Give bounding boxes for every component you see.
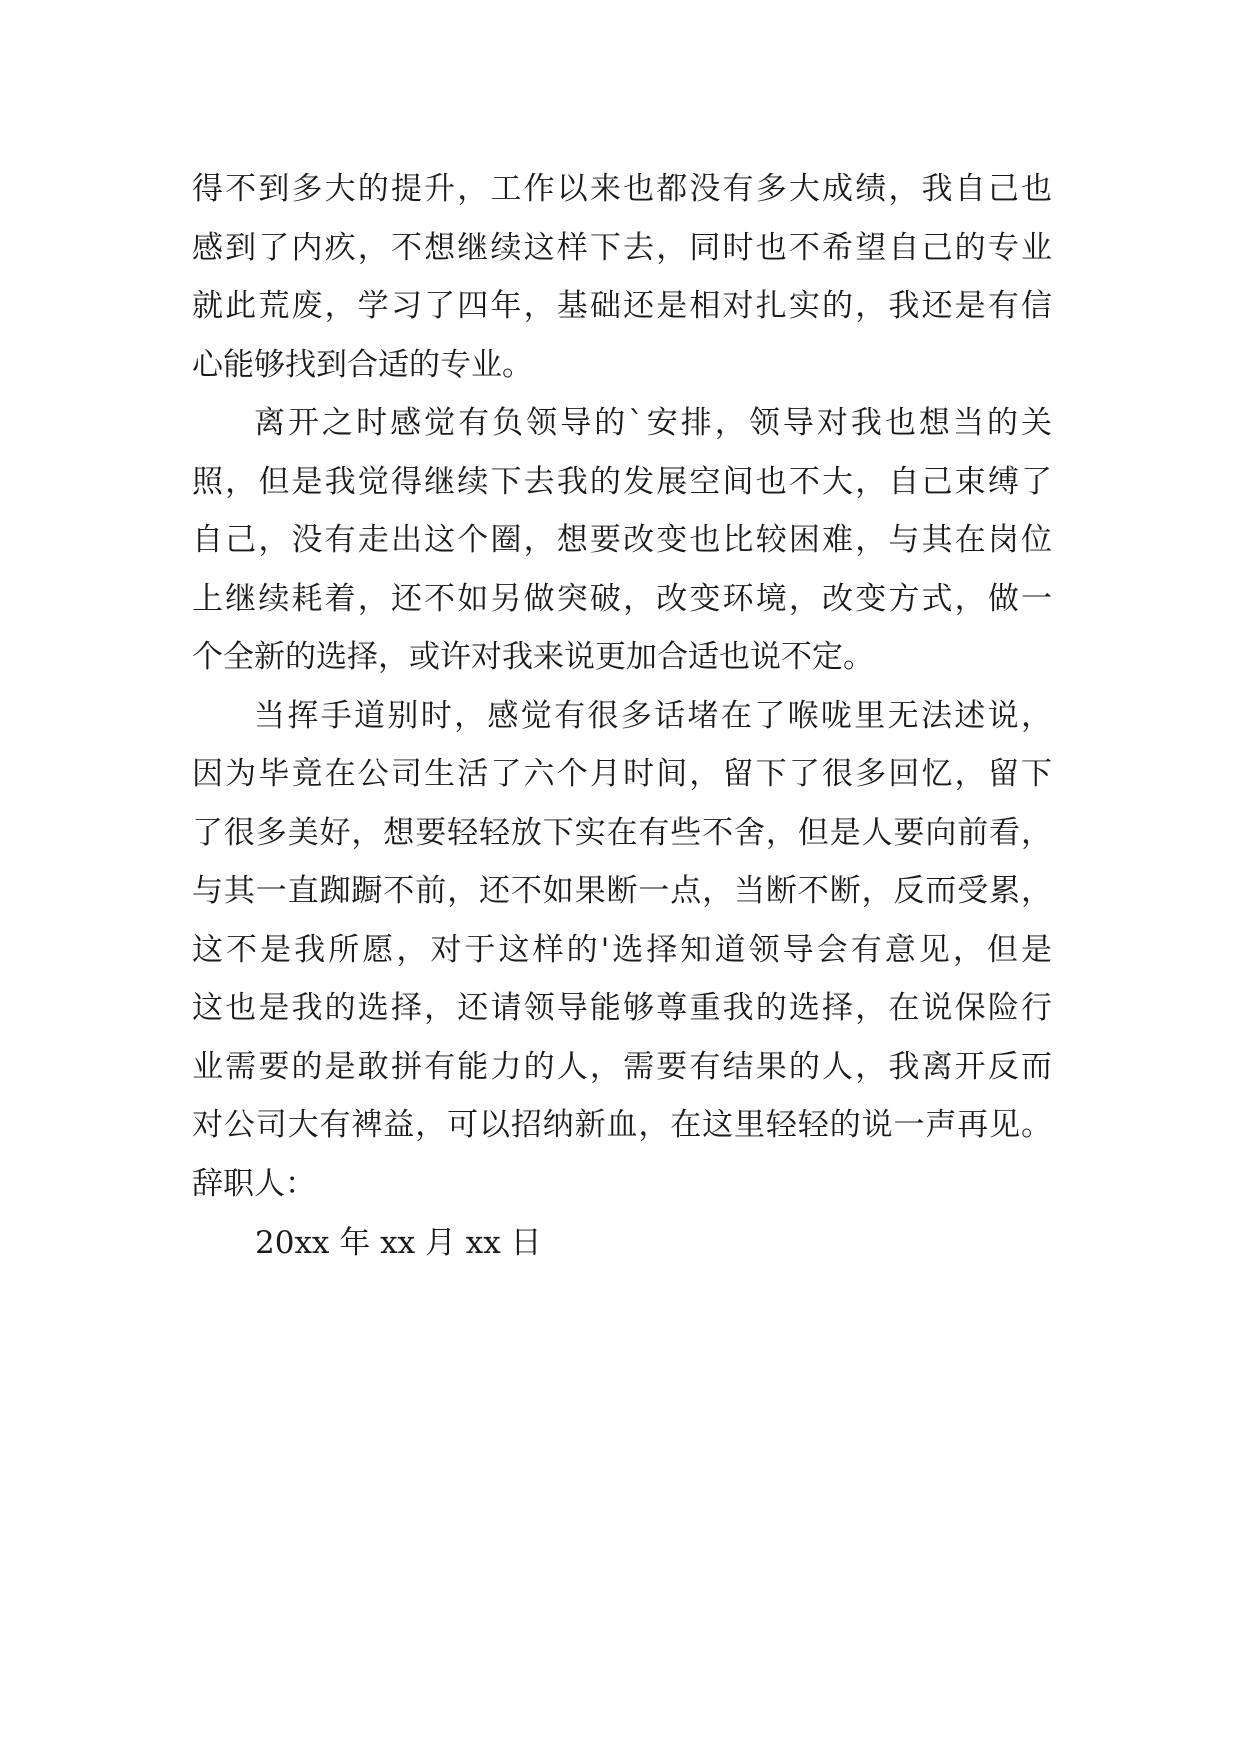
text-line: 就此荒废，学习了四年，基础还是相对扎实的，我还是有信 <box>192 288 1052 324</box>
text-line: 离开之时感觉有负领导的`安排，领导对我也想当的关 <box>254 405 1052 441</box>
text-line: 业需要的是敢拼有能力的人，需要有结果的人，我离开反而 <box>192 1048 1052 1085</box>
text-line: 得不到多大的提升，工作以来也都没有多大成绩，我自己也 <box>192 171 1052 207</box>
text-line: 当挥手道别时，感觉有很多话堵在了喉咙里无法述说， <box>254 697 1052 734</box>
text-line: 对公司大有裨益，可以招纳新血，在这里轻轻的说一声再见。 <box>192 1107 1052 1143</box>
text-line: 与其一直踟蹰不前，还不如果断一点，当断不断，反而受累， <box>192 873 1052 909</box>
text-line: 上继续耗着，还不如另做突破，改变环境，改变方式，做一 <box>192 580 1052 617</box>
text-line: 照，但是我觉得继续下去我的发展空间也不大，自己束缚了 <box>192 463 1052 500</box>
text-line: 了很多美好，想要轻轻放下实在有些不舍，但是人要向前看， <box>192 814 1052 851</box>
letter-body <box>192 160 1052 1213</box>
text-line: 自己，没有走出这个圈，想要改变也比较困难，与其在岗位 <box>192 522 1052 558</box>
text-line: 这不是我所愿，对于这样的'选择知道领导会有意见，但是 <box>192 931 1052 968</box>
text-line: 这也是我的选择，还请领导能够尊重我的选择，在说保险行 <box>192 990 1052 1026</box>
text-line: 感到了内疚，不想继续这样下去，同时也不希望自己的专业 <box>192 229 1052 266</box>
date-line: 20xx 年 xx 月 xx 日 <box>255 1225 542 1261</box>
signature-label: 辞职人： <box>192 1165 316 1202</box>
text-line: 因为毕竟在公司生活了六个月时间，留下了很多回忆，留下 <box>192 756 1052 792</box>
text-line: 个全新的选择，或许对我来说更加合适也说不定。 <box>192 639 874 675</box>
text-line: 心能够找到合适的专业。 <box>192 346 533 383</box>
